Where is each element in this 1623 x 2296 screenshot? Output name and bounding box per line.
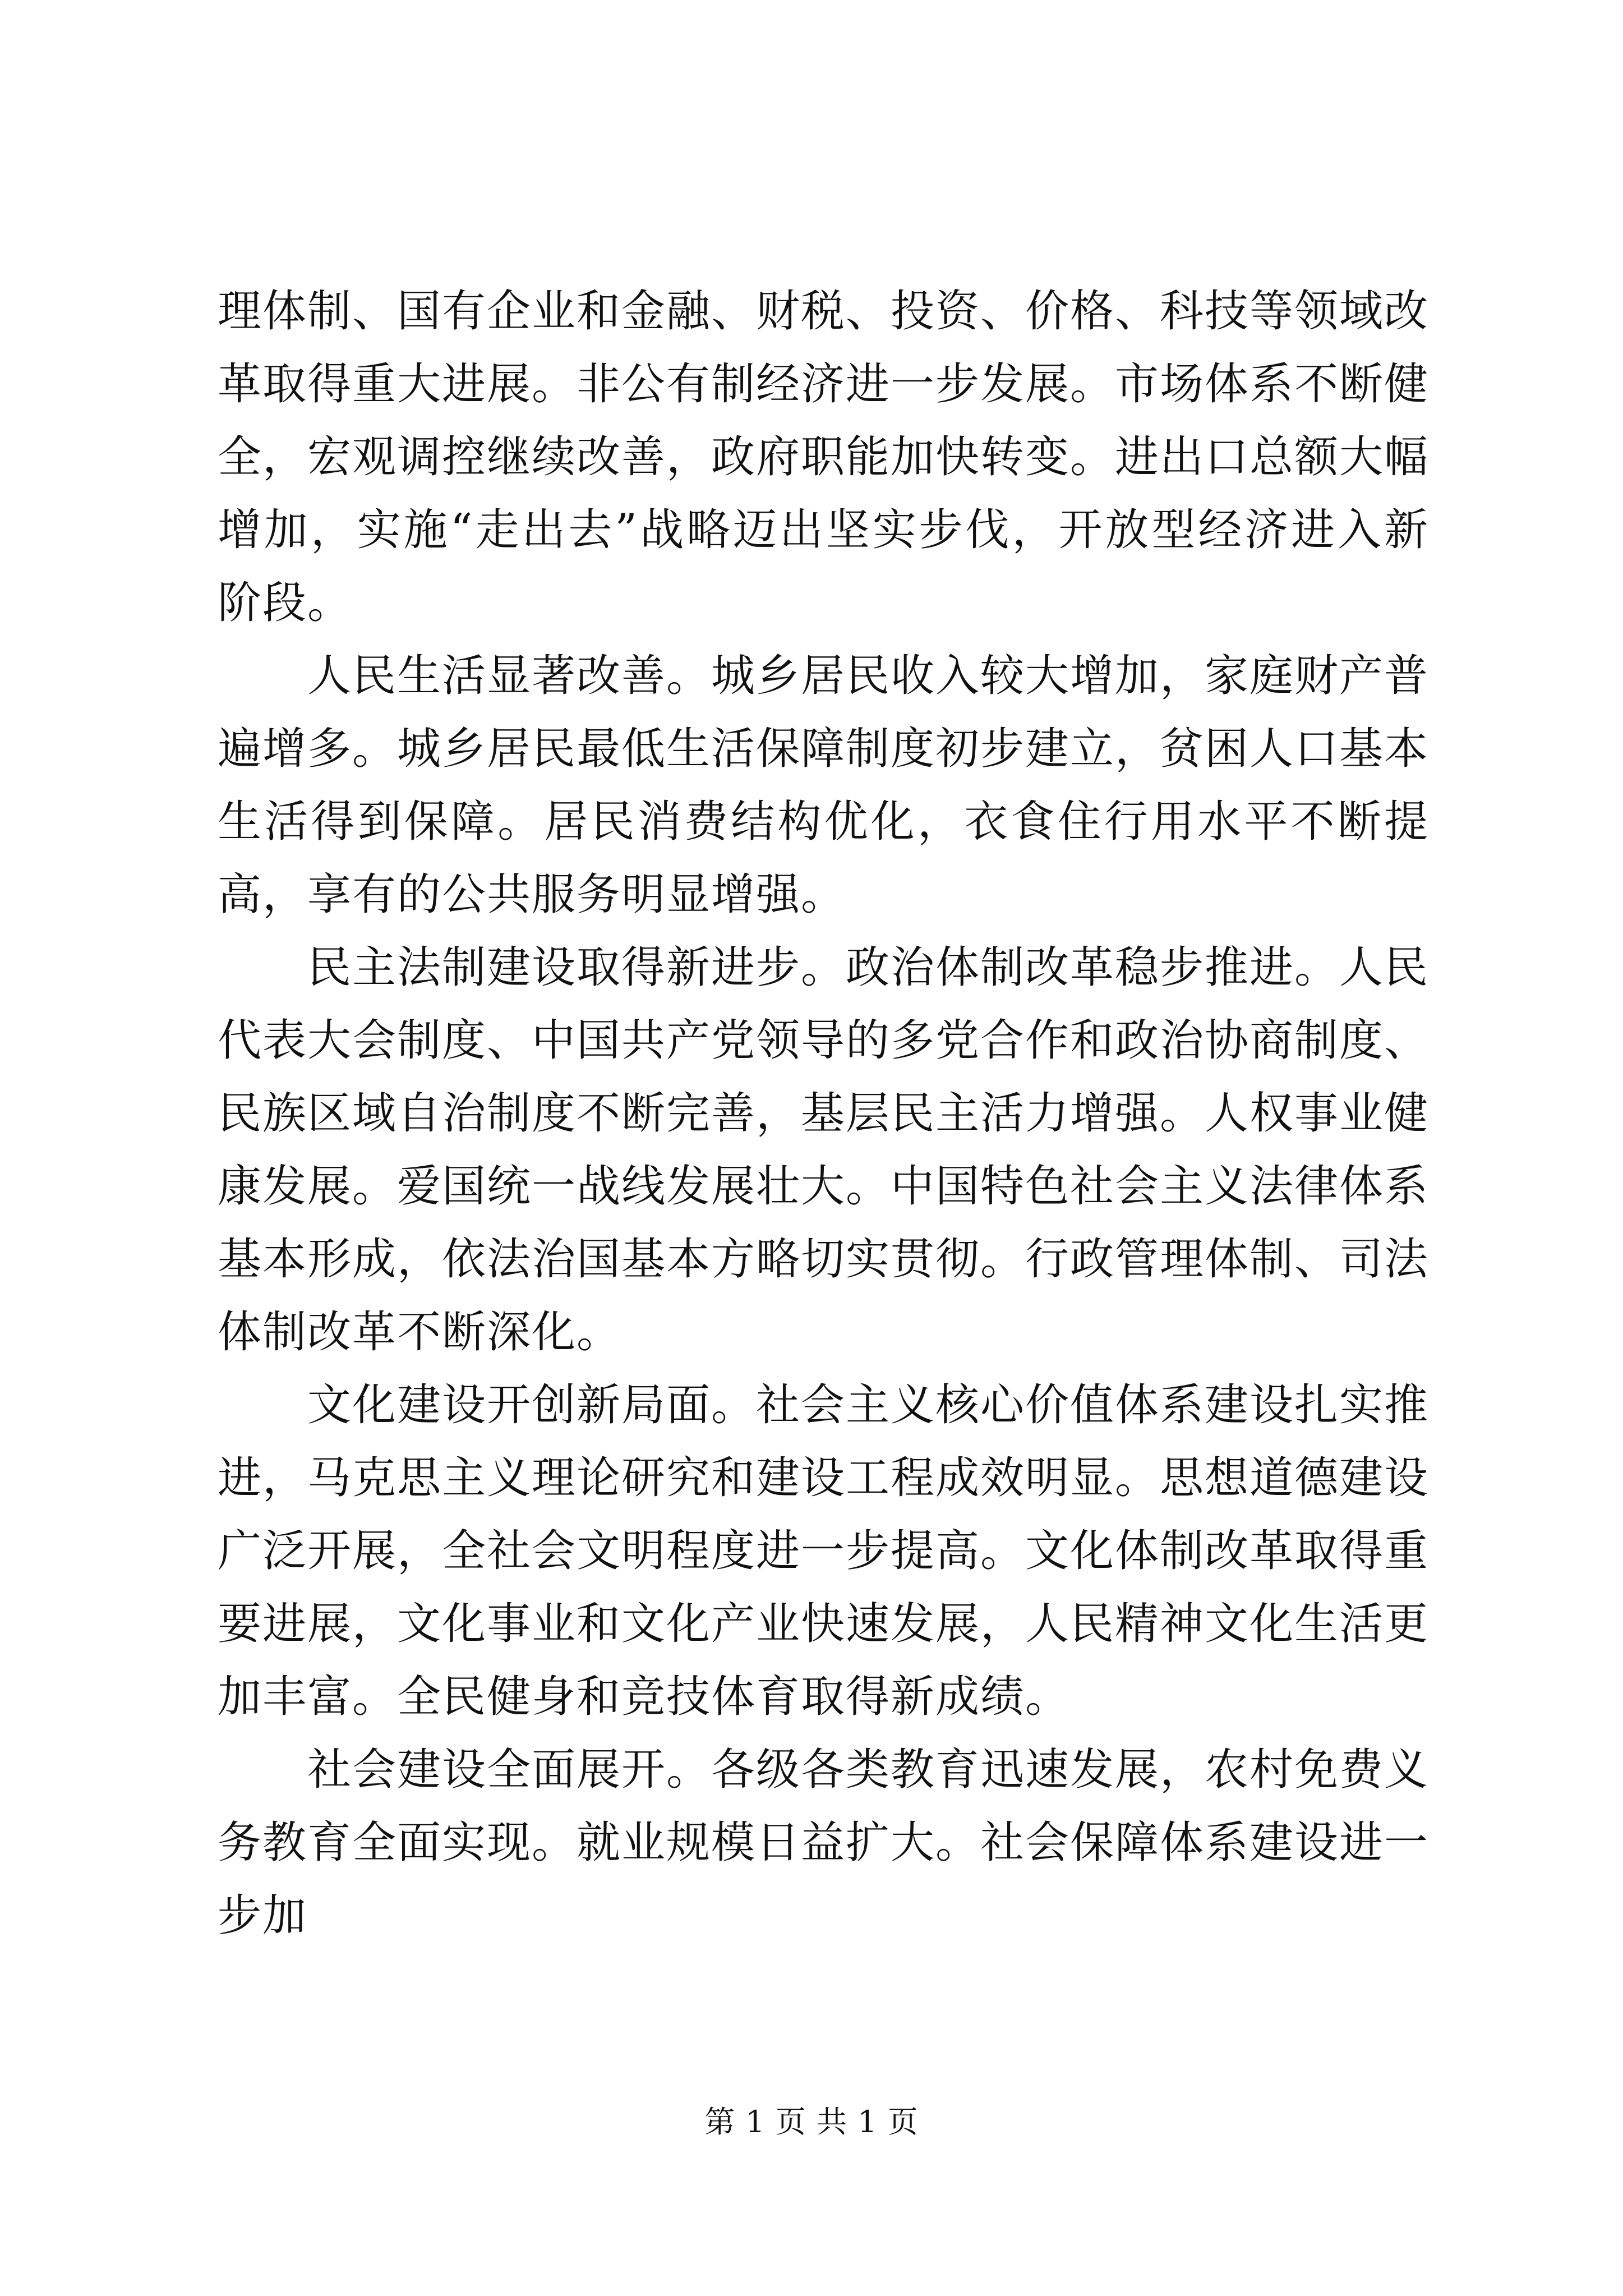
document-body — [218, 275, 1429, 1952]
paragraph-4: 文化建设开创新局面。社会主义核心价值体系建设扎实推进，马克思主义理论研究和建设工程成效明显。思想道德建设广泛开展，全社会文明程度进一步提高。文化体制改革取得重要进展，文化事业和文化产业快速发展，人民精神文化生活更加丰富。全民健身和竞技体育取得新成绩。 — [218, 1380, 1430, 1722]
paragraph-5: 社会建设全面展开。各级各类教育迅速发展，农村免费义务教育全面实现。就业规模日益扩大。社会保障体系建设进一步加 — [218, 1745, 1430, 1941]
paragraph-1: 理体制、国有企业和金融、财税、投资、价格、科技等领域改革取得重大进展。非公有制经济进一步发展。市场体系不断健全，宏观调控继续改善，政府职能加快转变。进出口总额大幅增加，实施“走出去”战略迈出坚实步伐，开放型经济进入新阶段。 — [218, 286, 1430, 628]
page-footer: 第 1 页 共 1 页 — [704, 2104, 919, 2139]
paragraph-2: 人民生活显著改善。城乡居民收入较大增加，家庭财产普遍增多。城乡居民最低生活保障制度初步建立，贫困人口基本生活得到保障。居民消费结构优化，衣食住行用水平不断提高，享有的公共服务明显增强。 — [218, 651, 1430, 920]
paragraph-3: 民主法制建设取得新进步。政治体制改革稳步推进。人民代表大会制度、中国共产党领导的多党合作和政治协商制度、民族区域自治制度不断完善，基层民主活力增强。人权事业健康发展。爱国统一战线发展壮大。中国特色社会主义法律体系基本形成，依法治国基本方略切实贯彻。行政管理体制、司法体制改革不断深化。 — [218, 942, 1430, 1358]
